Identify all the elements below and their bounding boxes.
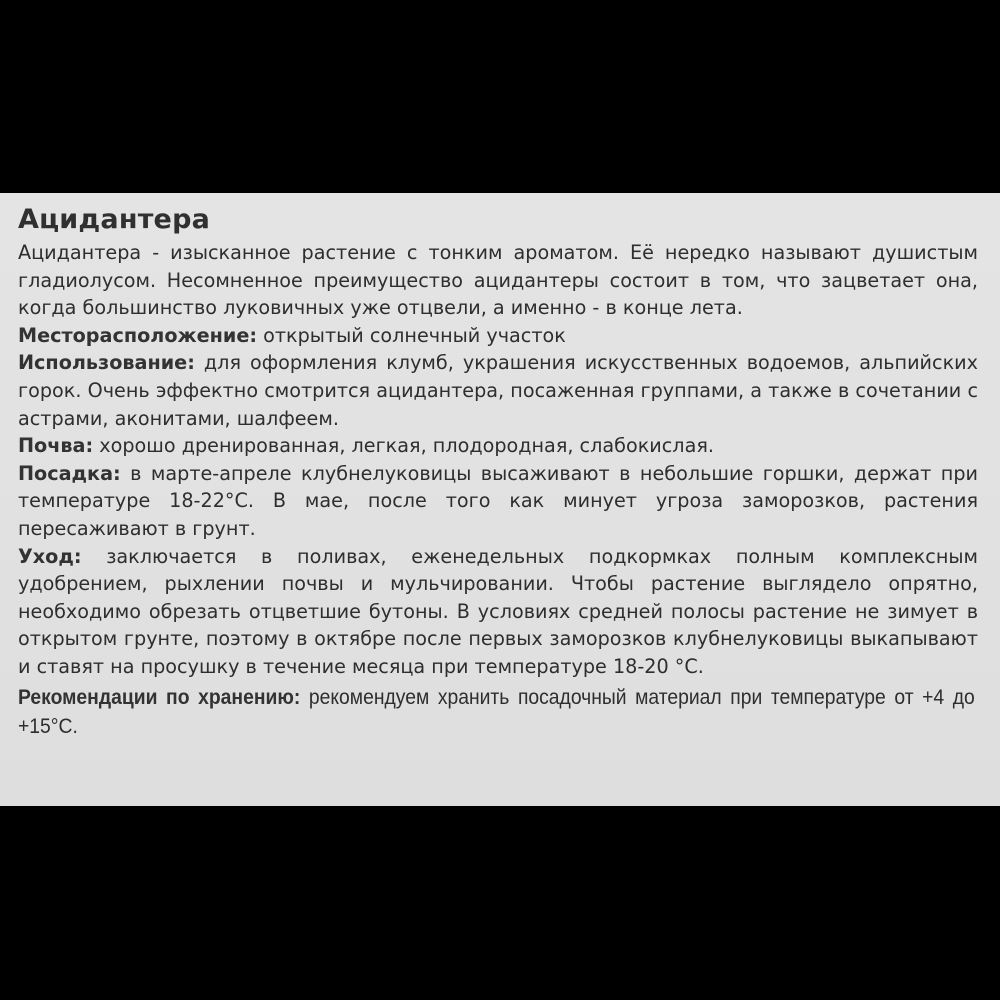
section-text: рекомендуем хранить посадочный материал при температуре от +4 до +15°C. [18, 685, 975, 738]
section-storage [18, 683, 975, 741]
section-text: открытый солнечный участок [257, 323, 566, 347]
section-text: заключается в поливах, еженедельных подкормках полным комплексным удобрением, рыхлении почвы и мульчировании. Чтобы растение выглядело опрятно, необходимо обрезать отцветшие бутоны. В условиях средней полосы растение не зимует в открытом грунте, поэтому в октябре после первых заморозков клубнелуковицы выкапывают и ставят на просушку в течение месяца при температуре 18-20 °C. [18, 544, 978, 678]
section-label: Месторасположение: [18, 323, 258, 347]
section-usage [18, 349, 978, 432]
intro-paragraph: Ацидантера - изысканное растение с тонким ароматом. Её нередко называют душистым гладиолусом. Несомненное преимущество ацидантеры состоит в том, что зацветает она, когда большинство луковичных уже отцвели, а именно - в конце лета. [18, 241, 978, 320]
section-soil [18, 432, 978, 460]
section-planting [18, 460, 978, 543]
section-label: Посадка: [18, 461, 121, 485]
section-text: для оформления клумб, украшения искусственных водоемов, альпийских горок. Очень эффектно смотрится ацидантера, посаженная группами, а также в сочетании с астрами, аконитами, шалфеем. [18, 351, 978, 430]
section-text: хорошо дренированная, легкая, плодородная, слабокислая. [93, 434, 714, 458]
section-care [18, 543, 978, 681]
section-text: в марте-апреле клубнелуковицы высаживают в небольшие горшки, держат при температуре 18-22°C. В мае, после того как минует угроза заморозков, растения пересаживают в грунт. [18, 461, 978, 540]
section-label: Уход: [18, 544, 82, 568]
section-label: Использование: [18, 351, 195, 375]
product-label-photo [0, 193, 1000, 806]
document-title: Ацидантера [18, 204, 211, 235]
section-label: Почва: [18, 434, 94, 458]
section-location [18, 322, 978, 350]
section-label: Рекомендации по хранению: [18, 685, 301, 709]
